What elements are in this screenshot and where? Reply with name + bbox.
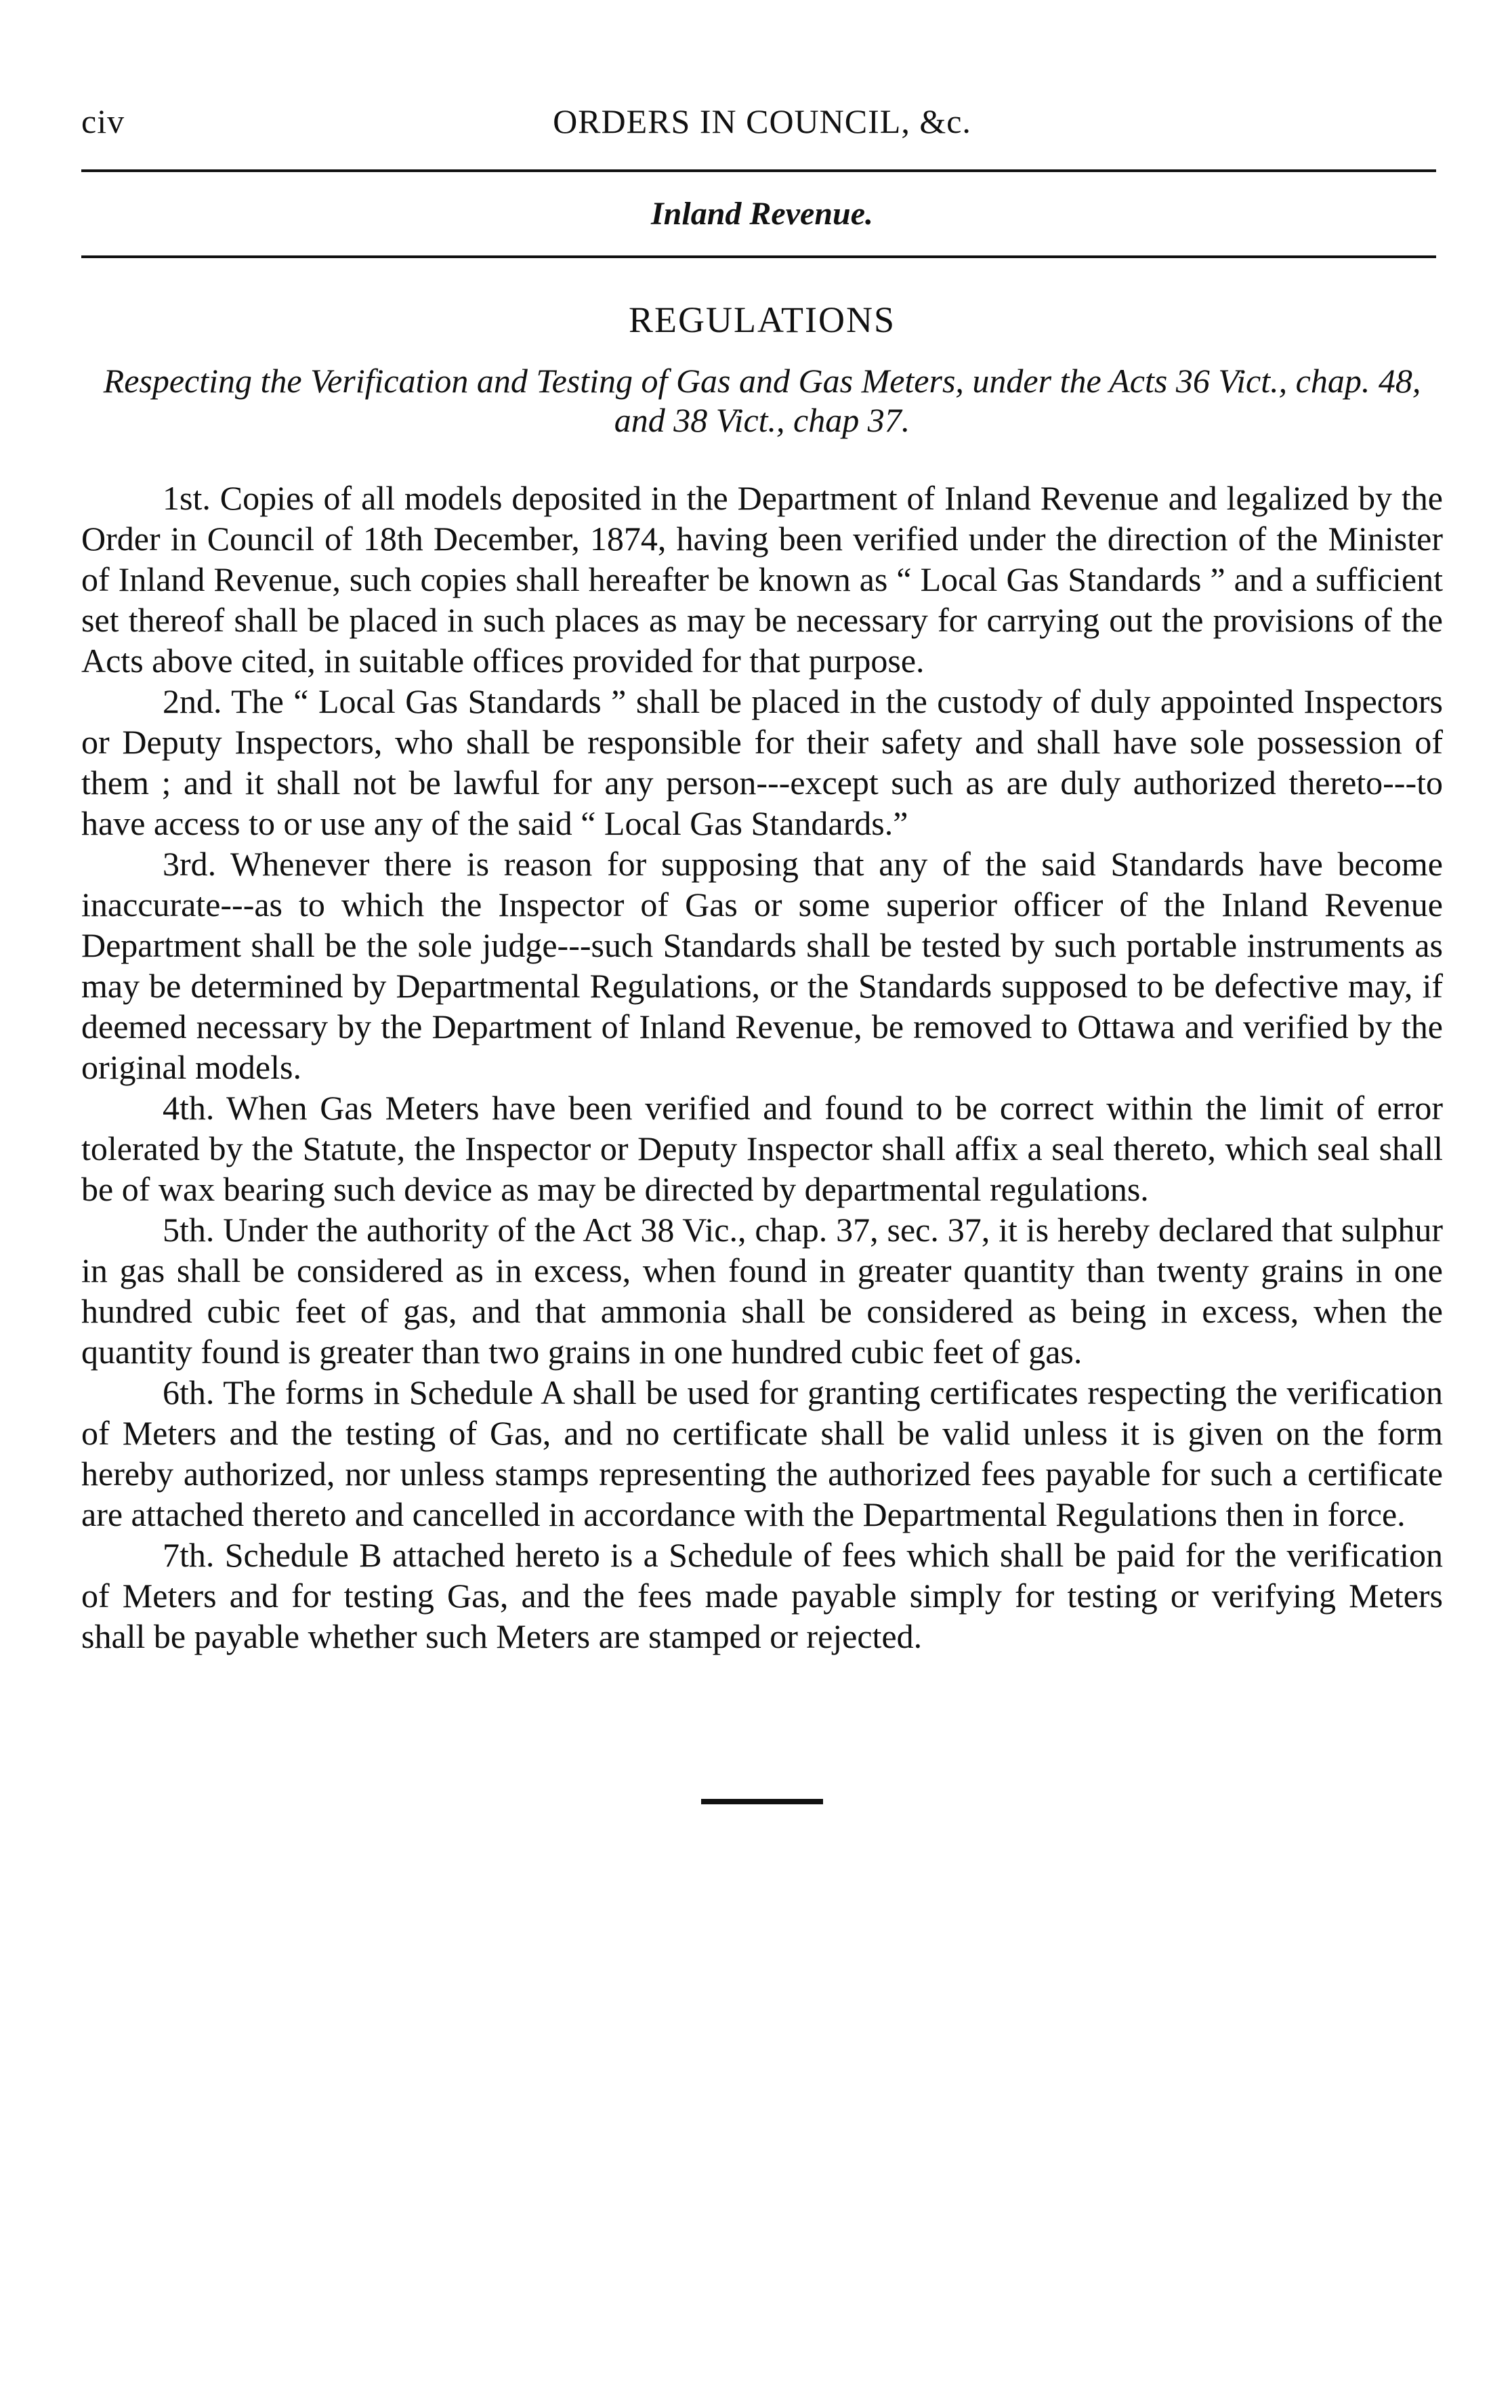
paragraph-6th [81,1372,1443,1535]
paragraph-1st [81,478,1443,681]
paragraph-ordinal: 6th. [163,1373,215,1411]
paragraph-7th [81,1535,1443,1657]
paragraph-text: The “ Local Gas Standards ” shall be placed in the custody of duly appointed Inspectors or Deputy Inspectors, who shall be responsible for their safety and shall have sole possession of them ; and it shall not be lawful for any person---except such as are duly authorized thereto---to have access to or use any of the said “ Local Gas Standards.” [81,682,1443,842]
paragraph-text: Whenever there is reason for supposing that any of the said Standards have become inaccurate---as to which the Inspector of Gas or some superior officer of the Inland Revenue Department shall be the sole judge---such Standards shall be tested by such portable instruments as may be determined by Departmental Regulations, or the Standards supposed to be defective may, if deemed necessary by the Department of Inland Revenue, be removed to Ottawa and verified by the original models. [81,845,1443,1086]
paragraph-text: The forms in Schedule A shall be used for granting certificates respecting the verification of Meters and the testing of Gas, and no certificate shall be valid unless it is given on the form hereby authorized, nor unless stamps representing the authorized fees payable for such a certificate are attached thereto and cancelled in accordance with the Departmental Regulations then in force. [81,1373,1443,1533]
regulations-heading: REGULATIONS [629,299,896,340]
paragraph-ordinal: 1st. [163,479,211,517]
paragraph-ordinal: 3rd. [163,845,217,883]
running-head [81,102,1443,156]
regulations-body [81,478,1443,1657]
paragraph-2nd [81,681,1443,844]
running-title: ORDERS IN COUNCIL, &c. [553,102,971,140]
paragraph-ordinal: 4th. [163,1089,215,1127]
paragraph-ordinal: 7th. [163,1536,215,1574]
end-rule [701,1799,823,1804]
section-rule [81,255,1436,258]
section-title: Inland Revenue. [650,196,874,232]
paragraph-4th [81,1087,1443,1209]
paragraph-text: Schedule B attached hereto is a Schedule of fees which shall be paid for the verification of Meters and for testing Gas, and the fees made payable simply for testing or verifying Meters shall be payable whether such Meters are stamped or rejected. [81,1536,1443,1655]
paragraph-ordinal: 5th. [163,1211,215,1249]
paragraph-ordinal: 2nd. [163,682,222,720]
paragraph-text: Under the authority of the Act 38 Vic., chap. 37, sec. 37, it is hereby declared that sulphur in gas shall be considered as in excess, when found in greater quantity than twenty grains in one hundred cubic feet of gas, and that ammonia shall be considered as being in excess, when the quantity found is greater than two grains in one hundred cubic feet of gas. [81,1211,1443,1371]
regulations-subtitle: Respecting the Verification and Testing of Gas and Gas Meters, under the Acts 36 Vict., chap. 48, and 38 Vict., chap 37. [103,362,1421,439]
paragraph-text: Copies of all models deposited in the Department of Inland Revenue and legalized by the Order in Council of 18th December, 1874, having been verified under the direction of the Minister of Inland Revenue, such copies shall hereafter be known as “ Local Gas Standards ” and a sufficient set thereof shall be placed in such places as may be necessary for carrying out the provisions of the Acts above cited, in suitable offices provided for that purpose. [81,479,1443,680]
page-number: civ [81,102,125,140]
paragraph-5th [81,1209,1443,1372]
paragraph-text: When Gas Meters have been verified and found to be correct within the limit of error tolerated by the Statute, the Inspector or Deputy Inspector shall affix a seal thereto, which seal shall be of wax bearing such device as may be directed by departmental regulations. [81,1089,1443,1208]
paragraph-3rd [81,844,1443,1087]
document-page [81,102,1443,1804]
